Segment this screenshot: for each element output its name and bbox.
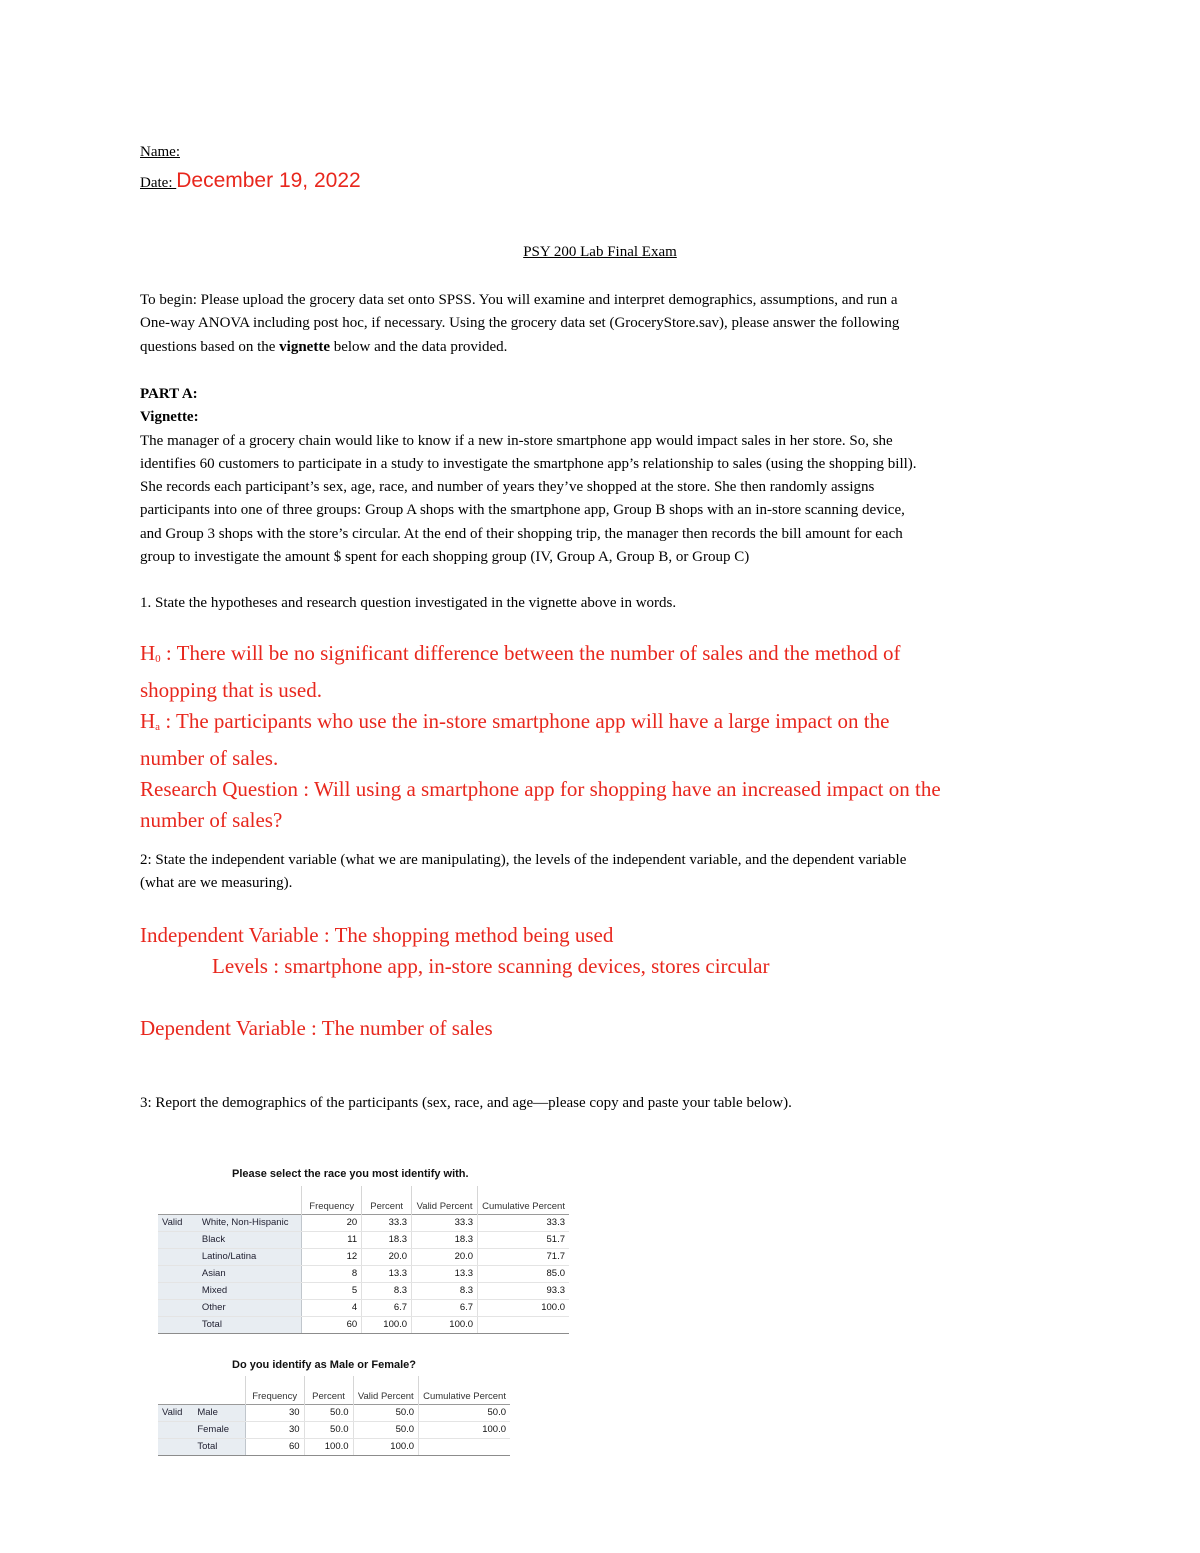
part-a-section (140, 383, 1060, 569)
frequency-cell: 30 (245, 1421, 304, 1438)
col-percent: Percent (304, 1376, 353, 1404)
vignette-line: participants into one of three groups: Group A shops with the smartphone app, Group B shops with an in-store scanning device, (140, 502, 905, 519)
cumulative-percent-cell (419, 1438, 510, 1455)
row-group-label (158, 1421, 193, 1438)
part-a-heading: PART A: (140, 386, 198, 402)
percent-cell: 50.0 (304, 1404, 353, 1421)
vignette-line: The manager of a grocery chain would like to know if a new in-store smartphone app would impact sales in her store. So, she (140, 432, 893, 449)
frequency-cell: 60 (302, 1316, 362, 1333)
row-group-label: Valid (158, 1404, 193, 1421)
cumulative-percent-cell: 100.0 (419, 1421, 510, 1438)
frequency-cell: 11 (302, 1231, 362, 1248)
valid-percent-cell: 8.3 (412, 1282, 478, 1299)
percent-cell: 100.0 (362, 1316, 412, 1333)
percent-cell: 18.3 (362, 1231, 412, 1248)
row-group-label (158, 1299, 198, 1316)
row-label: Asian (198, 1265, 302, 1282)
race-frequency-table (158, 1186, 569, 1334)
vignette-line: identifies 60 customers to participate in a study to investigate the smartphone app’s relationship to sales (using the shopping bill). (140, 455, 917, 472)
frequency-cell: 5 (302, 1282, 362, 1299)
exam-title: PSY 200 Lab Final Exam (523, 244, 677, 260)
row-group-label (158, 1438, 193, 1455)
valid-percent-cell: 50.0 (353, 1404, 419, 1421)
table-row (158, 1299, 569, 1316)
valid-percent-cell: 100.0 (412, 1316, 478, 1333)
percent-cell: 50.0 (304, 1421, 353, 1438)
percent-cell: 33.3 (362, 1214, 412, 1231)
iv-levels: Levels : smartphone app, in-store scanning devices, stores circular (212, 954, 770, 978)
sex-frequency-table (158, 1376, 510, 1456)
table-row (158, 1404, 510, 1421)
row-label: Total (198, 1316, 302, 1333)
percent-cell: 20.0 (362, 1248, 412, 1265)
cumulative-percent-cell: 50.0 (419, 1404, 510, 1421)
frequency-cell: 8 (302, 1265, 362, 1282)
date-value: December 19, 2022 (176, 169, 361, 192)
row-group-label (158, 1316, 198, 1333)
intro-paragraph (140, 289, 1060, 359)
research-question: Research Question : Will using a smartphone app for shopping have an increased impact on the (140, 777, 941, 801)
valid-percent-cell: 20.0 (412, 1248, 478, 1265)
row-group-label (158, 1282, 198, 1299)
row-group-label: Valid (158, 1214, 198, 1231)
null-hypothesis-cont: shopping that is used. (140, 678, 322, 702)
col-percent: Percent (362, 1186, 412, 1214)
cumulative-percent-cell: 71.7 (478, 1248, 569, 1265)
row-label: Black (198, 1231, 302, 1248)
row-label: Mixed (198, 1282, 302, 1299)
valid-percent-cell: 6.7 (412, 1299, 478, 1316)
cumulative-percent-cell: 85.0 (478, 1265, 569, 1282)
row-group-label (158, 1265, 198, 1282)
valid-percent-cell: 18.3 (412, 1231, 478, 1248)
cumulative-percent-cell: 93.3 (478, 1282, 569, 1299)
valid-percent-cell: 13.3 (412, 1265, 478, 1282)
question-2: 2: State the independent variable (what we are manipulating), the levels of the independent variable, and the dependent variable (what are we measuring). (140, 852, 907, 892)
table-row (158, 1438, 510, 1455)
cumulative-percent-cell (478, 1316, 569, 1333)
percent-cell: 8.3 (362, 1282, 412, 1299)
col-cumulative-percent: Cumulative Percent (419, 1376, 510, 1404)
dependent-variable: Dependent Variable : The number of sales (140, 1016, 493, 1040)
cumulative-percent-cell: 100.0 (478, 1299, 569, 1316)
date-label: Date: (140, 175, 173, 191)
date-line (140, 169, 361, 193)
sex-table-title: Do you identify as Male or Female? (232, 1359, 416, 1371)
col-valid-percent: Valid Percent (412, 1186, 478, 1214)
cumulative-percent-cell: 51.7 (478, 1231, 569, 1248)
table-row (158, 1421, 510, 1438)
answer-1 (140, 638, 941, 836)
intro-line: To begin: Please upload the grocery data set onto SPSS. You will examine and interpret demographics, assumptions, and run a (140, 292, 898, 308)
vignette-heading: Vignette: (140, 409, 199, 426)
row-label: Male (193, 1404, 245, 1421)
table-row (158, 1248, 569, 1265)
table-row (158, 1316, 569, 1333)
valid-percent-cell: 33.3 (412, 1214, 478, 1231)
col-frequency: Frequency (245, 1376, 304, 1404)
race-table-title: Please select the race you most identify with. (232, 1168, 469, 1180)
frequency-cell: 20 (302, 1214, 362, 1231)
frequency-cell: 4 (302, 1299, 362, 1316)
frequency-cell: 30 (245, 1404, 304, 1421)
intro-line: questions based on the vignette below and the data provided. (140, 338, 508, 355)
col-valid-percent: Valid Percent (353, 1376, 419, 1404)
col-frequency: Frequency (302, 1186, 362, 1214)
row-label: Female (193, 1421, 245, 1438)
col-cumulative-percent: Cumulative Percent (478, 1186, 569, 1214)
research-question-cont: number of sales? (140, 808, 283, 832)
intro-line: One-way ANOVA including post hoc, if necessary. Using the grocery data set (GroceryStore.sav), please answer the following (140, 315, 900, 332)
question-1: 1. State the hypotheses and research question investigated in the vignette above in words. (140, 595, 677, 611)
vignette-line: and Group 3 shops with the store’s circular. At the end of their shopping trip, the manager then records the bill amount for each (140, 525, 903, 542)
row-label: White, Non-Hispanic (198, 1214, 302, 1231)
table-row (158, 1231, 569, 1248)
independent-variable: Independent Variable : The shopping method being used (140, 923, 614, 947)
cumulative-percent-cell: 33.3 (478, 1214, 569, 1231)
name-label: Name: (140, 144, 180, 160)
table-row (158, 1282, 569, 1299)
alt-hypothesis-cont: number of sales. (140, 746, 279, 770)
percent-cell: 13.3 (362, 1265, 412, 1282)
percent-cell: 6.7 (362, 1299, 412, 1316)
percent-cell: 100.0 (304, 1438, 353, 1455)
row-group-label (158, 1231, 198, 1248)
vignette-emphasis: vignette (279, 338, 330, 355)
row-label: Total (193, 1438, 245, 1455)
row-label: Latino/Latina (198, 1248, 302, 1265)
vignette-line: She records each participant’s sex, age, race, and number of years they’ve shopped at the store. She then randomly assigns (140, 479, 875, 496)
frequency-cell: 12 (302, 1248, 362, 1265)
null-hypothesis: $H_0$ : There will be no significant difference between the number of sales and the method of (140, 641, 901, 665)
alt-hypothesis: $H_a$ : The participants who use the in-store smartphone app will have a large impact on the (140, 709, 890, 733)
table-row (158, 1265, 569, 1282)
row-group-label (158, 1248, 198, 1265)
valid-percent-cell: 100.0 (353, 1438, 419, 1455)
question-3: 3: Report the demographics of the participants (sex, race, and age—please copy and paste your table below). (140, 1095, 792, 1111)
row-label: Other (198, 1299, 302, 1316)
frequency-cell: 60 (245, 1438, 304, 1455)
valid-percent-cell: 50.0 (353, 1421, 419, 1438)
table-row (158, 1214, 569, 1231)
vignette-line: group to investigate the amount $ spent for each shopping group (IV, Group A, Group B, or Group C) (140, 549, 750, 566)
